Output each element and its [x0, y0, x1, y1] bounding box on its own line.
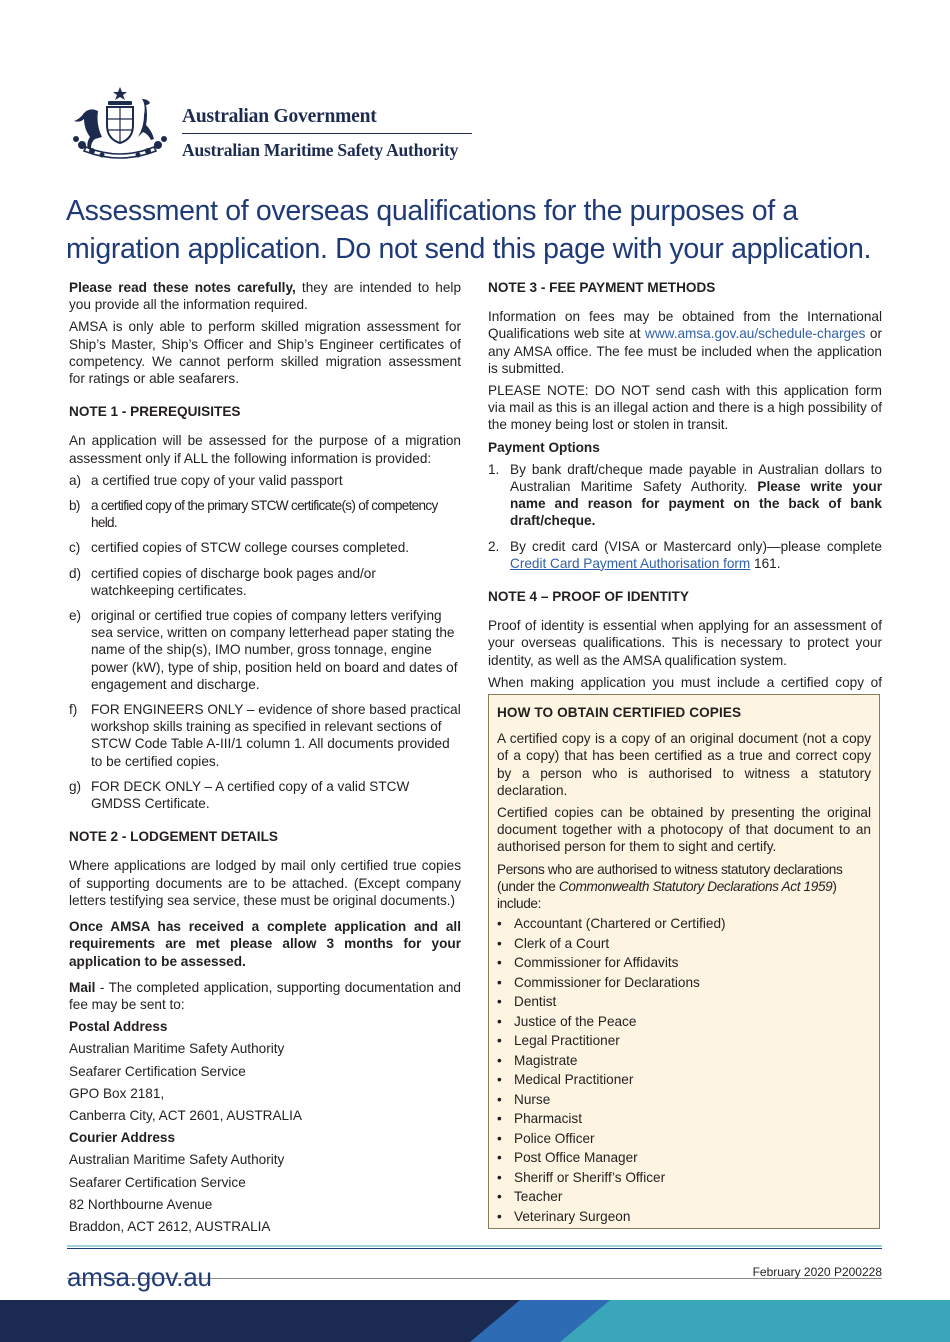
- list-text: Sheriff or Sheriff’s Officer: [514, 1169, 666, 1185]
- courier-address: [69, 1151, 461, 1235]
- list-marker: 2.: [488, 538, 500, 554]
- list-text: Legal Practitioner: [514, 1033, 620, 1049]
- box-paragraph: A certified copy is a copy of an original document (not a copy of a copy) that has been certified as a true and correct copy by a person who is authorised to witness a statutory declaration.: [497, 731, 871, 798]
- list-item: [488, 538, 882, 572]
- credit-card-form-link[interactable]: Credit Card Payment Authorisation form: [510, 555, 751, 571]
- list-marker: b): [69, 498, 80, 514]
- note3-heading: NOTE 3 - FEE PAYMENT METHODS: [488, 280, 716, 295]
- note3-paragraph: [488, 308, 882, 377]
- cash-warning: PLEASE NOTE: DO NOT send cash with this application form via mail as this is an illegal action and there is a high possibility of the money being lost or stolen in transit.: [488, 383, 882, 433]
- left-column: [69, 279, 461, 1240]
- list-text: Clerk of a Court: [514, 935, 610, 951]
- intro-lead: Please read these notes carefully,: [69, 280, 296, 295]
- list-text: Magistrate: [514, 1052, 578, 1068]
- bullet-icon: •: [497, 1169, 502, 1185]
- list-marker: d): [69, 565, 82, 581]
- bullet-icon: •: [497, 1111, 502, 1127]
- list-marker: c): [69, 540, 81, 556]
- header-divider: [182, 133, 472, 134]
- timeframe-text: Once AMSA has received a complete application and all requirements are met please allow 3 months for your application to be assessed.: [69, 919, 461, 969]
- list-text: certified copies of STCW college courses completed.: [91, 540, 410, 556]
- list-text: certified copies of discharge book pages and/or watchkeeping certificates.: [91, 565, 376, 598]
- bullet-icon: •: [497, 1189, 502, 1205]
- bullet-icon: •: [497, 1072, 502, 1088]
- list-item: [497, 992, 871, 1012]
- list-text-bold: Please write your name and reason for payment on the back of bank draft/cheque.: [510, 479, 882, 529]
- list-text: Teacher: [514, 1189, 563, 1205]
- list-item: [69, 497, 461, 531]
- list-item: [69, 607, 461, 693]
- address-line: GPO Box 2181,: [69, 1085, 165, 1101]
- list-text: Nurse: [514, 1091, 551, 1107]
- note2-timeframe: [69, 918, 461, 970]
- postal-address: [69, 1040, 461, 1124]
- intro-scope: AMSA is only able to perform skilled migration assessment for Ship’s Master, Ship’s Officer and Ship’s Engineer certificates of competency. We cannot perform skilled migration assessment for ratings or able seafarers.: [69, 319, 461, 387]
- list-text: original or certified true copies of company letters verifying sea service, written on company letterhead paper stating the name of the ship(s), IMO number, gross tonnage, engine power (kW), type of ship, position held on board and dates of engagement and discharge.: [91, 608, 458, 692]
- mail-text: - The completed application, supporting documentation and fee may be sent to:: [69, 979, 461, 1012]
- certified-copies-box: [488, 694, 880, 1229]
- address-line: Australian Maritime Safety Authority: [69, 1152, 285, 1168]
- list-item: [497, 1129, 871, 1149]
- list-item: [69, 565, 461, 599]
- bullet-icon: •: [497, 1033, 502, 1049]
- list-marker: a): [69, 472, 82, 488]
- list-text: Post Office Manager: [514, 1150, 638, 1166]
- mail-paragraph: [69, 979, 461, 1013]
- prerequisites-list: [69, 472, 461, 812]
- intro-paragraph: [69, 279, 461, 313]
- bullet-icon: •: [497, 1130, 502, 1146]
- persons-intro-text: Persons who are authorised to witness statutory declarations (under the: [497, 861, 843, 894]
- list-item: [497, 1109, 871, 1129]
- list-text: Pharmacist: [514, 1111, 582, 1127]
- intro-lead-rest: they are intended to help you provide all the information required.: [69, 280, 462, 313]
- footer-band: [0, 1300, 950, 1342]
- list-text: Medical Practitioner: [514, 1072, 634, 1088]
- authorised-persons-list: [497, 914, 871, 1226]
- address-line: Canberra City, ACT 2601, AUSTRALIA: [69, 1107, 302, 1123]
- list-item: [497, 973, 871, 993]
- list-text: Veterinary Surgeon: [514, 1208, 631, 1224]
- bullet-icon: •: [497, 916, 502, 932]
- list-marker: 1.: [488, 461, 500, 477]
- list-item: [497, 953, 871, 973]
- note1-intro: An application will be assessed for the purpose of a migration assessment only if ALL the following information is provided:: [69, 433, 461, 466]
- note4-heading: NOTE 4 – PROOF OF IDENTITY: [488, 589, 689, 605]
- footer-divider: [67, 1245, 882, 1247]
- address-line: Australian Maritime Safety Authority: [69, 1041, 285, 1057]
- list-item: [69, 778, 461, 812]
- bullet-icon: •: [497, 955, 502, 971]
- list-text: Accountant (Chartered or Certified): [514, 916, 726, 932]
- list-item: [497, 1090, 871, 1110]
- list-item: [69, 539, 461, 556]
- list-item: [497, 1070, 871, 1090]
- note4-passport: When making application you must include a certified copy of: [488, 674, 882, 690]
- list-text: FOR DECK ONLY – A certified copy of a valid STCW GMDSS Certificate.: [91, 778, 410, 812]
- footer-website[interactable]: amsa.gov.au: [67, 1262, 212, 1292]
- list-marker: f): [69, 702, 78, 718]
- list-text: Commissioner for Affidavits: [514, 955, 679, 971]
- bullet-icon: •: [497, 935, 502, 951]
- list-text: Justice of the Peace: [514, 1013, 637, 1029]
- list-text: Commissioner for Declarations: [514, 974, 700, 990]
- list-text: FOR ENGINEERS ONLY – evidence of shore based practical workshop skills training as specified in relevant sections of STCW Code Table A-III/1 column 1. All documents provided to be certified copies.: [91, 702, 461, 769]
- address-line: Seafarer Certification Service: [69, 1063, 246, 1079]
- list-text: Police Officer: [514, 1130, 595, 1146]
- fees-text-tail: or any AMSA office. The fee must be included when the application is submitted.: [488, 326, 882, 376]
- note2-paragraph: Where applications are lodged by mail only certified true copies of supporting documents are to be attached. (Except company letters testifying sea service, these must be original documents.): [69, 858, 461, 908]
- page-title: Assessment of overseas qualifications for the purposes of a migration application. Do not send this page with your application.: [66, 195, 872, 265]
- list-item: [497, 914, 871, 934]
- footer-date-code: February 2020 P200228: [752, 1265, 882, 1279]
- address-line: Seafarer Certification Service: [69, 1174, 246, 1190]
- bullet-icon: •: [497, 1013, 502, 1029]
- list-text-tail: 161.: [750, 555, 781, 571]
- fees-text: Information on fees may be obtained from the International Qualifications web site at: [488, 309, 882, 342]
- government-name: Australian Government: [182, 106, 377, 127]
- list-text: By credit card (VISA or Mastercard only)—please complete: [510, 538, 882, 554]
- list-text: By bank draft/cheque made payable in Australian dollars to Australian Maritime Safety Authority.: [510, 461, 882, 495]
- list-item: [497, 1148, 871, 1168]
- postal-heading: Postal Address: [69, 1019, 168, 1035]
- bullet-icon: •: [497, 994, 502, 1010]
- coat-of-arms-icon: [66, 85, 174, 165]
- address-line: 82 Northbourne Avenue: [69, 1196, 213, 1212]
- list-item: [69, 701, 461, 770]
- list-item: [497, 1012, 871, 1032]
- list-text: Dentist: [514, 994, 557, 1010]
- right-column: [488, 279, 882, 713]
- persons-intro-tail: ) include:: [497, 878, 837, 912]
- address-line: Braddon, ACT 2612, AUSTRALIA: [69, 1218, 271, 1234]
- courier-heading: Courier Address: [69, 1130, 176, 1146]
- list-item: [69, 472, 461, 489]
- mail-label: Mail: [69, 979, 96, 995]
- list-text: a certified true copy of your valid passport: [91, 472, 343, 488]
- list-item: [497, 1031, 871, 1051]
- payment-options-list: [488, 461, 882, 572]
- list-marker: e): [69, 608, 82, 624]
- note1-heading: NOTE 1 - PREREQUISITES: [69, 404, 241, 420]
- list-item: [497, 1207, 871, 1227]
- list-item: [497, 1187, 871, 1207]
- payment-options-heading: Payment Options: [488, 439, 600, 455]
- list-marker: g): [69, 778, 82, 794]
- bullet-icon: •: [497, 1091, 502, 1107]
- footer-divider: [67, 1248, 882, 1249]
- agency-name: Australian Maritime Safety Authority: [182, 140, 459, 160]
- bullet-icon: •: [497, 974, 502, 990]
- bullet-icon: •: [497, 1150, 502, 1166]
- list-item: [497, 934, 871, 954]
- bullet-icon: •: [497, 1208, 502, 1224]
- bullet-icon: •: [497, 1052, 502, 1068]
- band-teal: [560, 1300, 950, 1342]
- act-name: Commonwealth Statutory Declarations Act 1959: [558, 878, 833, 894]
- note2-heading: NOTE 2 - LODGEMENT DETAILS: [69, 829, 278, 845]
- schedule-charges-link[interactable]: www.amsa.gov.au/schedule-charges: [645, 326, 866, 342]
- note4-paragraph: Proof of identity is essential when applying for an assessment of your overseas qualifications. This is necessary to protect your identity, as well as the AMSA qualification system.: [488, 618, 882, 668]
- list-item: [497, 1051, 871, 1071]
- box-paragraph: Certified copies can be obtained by presenting the original document together with a photocopy of that document to an authorised person for them to sight and certify.: [497, 805, 871, 855]
- list-item: [497, 1168, 871, 1188]
- list-text: a certified copy of the primary STCW certificate(s) of competency held.: [91, 498, 438, 531]
- list-item: [488, 461, 882, 530]
- box-heading: HOW TO OBTAIN CERTIFIED COPIES: [497, 705, 742, 720]
- box-persons-intro: [497, 861, 871, 913]
